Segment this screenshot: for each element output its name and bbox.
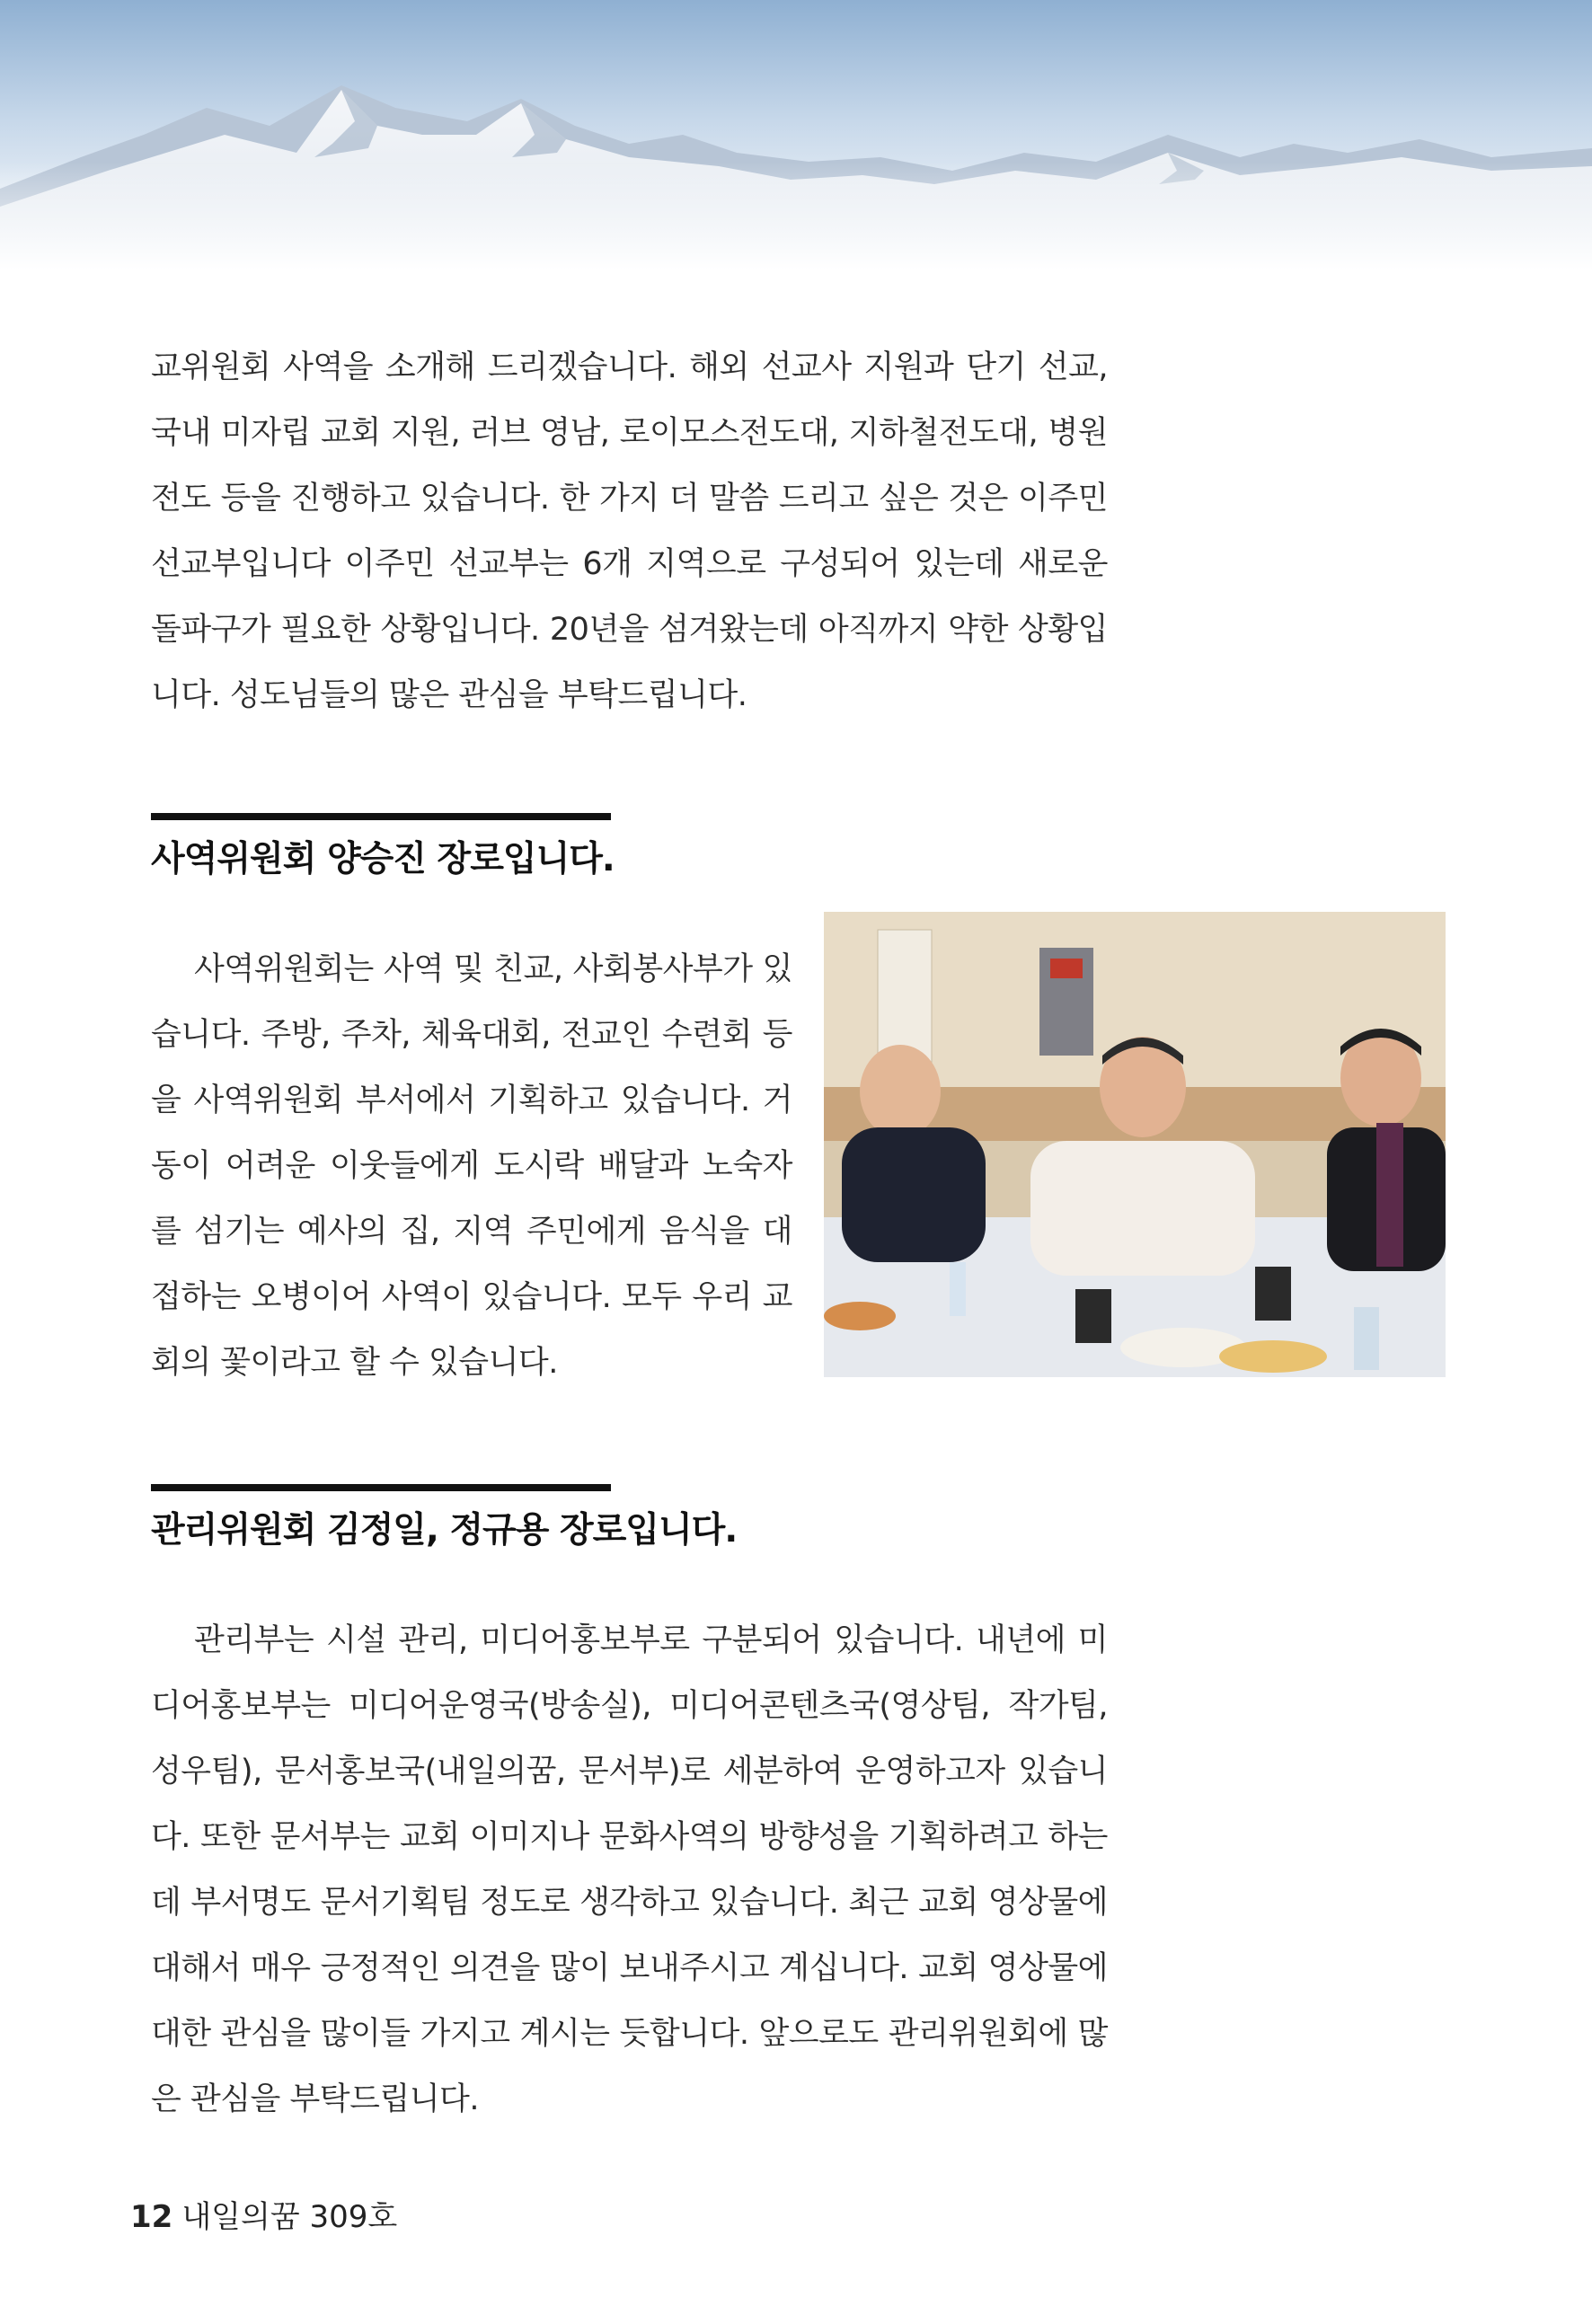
intro-paragraph: 교위원회 사역을 소개해 드리겠습니다. 해외 선교사 지원과 단기 선교, 국내 미자립 교회 지원, 러브 영남, 로이모스전도대, 지하철전도대, 병원 전도 등을 진행하고 있습니다. 한 가지 더 말씀 드리고 싶은 것은 이주민 선교부입니다 이주민 선교부는 6개 지역으로 구성되어 있는데 새로운 돌파구가 필요한 상황입니다. 20년을 섬겨왔는데 아직까지 약한 상황입니다. 성도님들의 많은 관심을 부탁드립니다. — [151, 349, 1108, 713]
meeting-photo — [824, 912, 1446, 1377]
mountain-banner-image — [0, 0, 1592, 270]
page-number: 12 — [130, 2199, 173, 2235]
section-divider — [151, 813, 611, 820]
section-body-management: 관리부는 시설 관리, 미디어홍보부로 구분되어 있습니다. 내년에 미디어홍보부는 미디어운영국(방송실), 미디어콘텐츠국(영상팀, 작가팀, 성우팀), 문서홍보국(내일의꿈, 문서부)로 세분하여 운영하고자 있습니다. 또한 문서부는 교회 이미지나 문화사역의 방향성을 기획하려고 하는데 부서명도 문서기획팀 정도로 생각하고 있습니다. 최근 교회 영상물에 대해서 매우 긍정적인 의견을 많이 보내주시고 계십니다. 교회 영상물에 대한 관심을 많이들 가지고 계시는 듯합니다. 앞으로도 관리위원회에 많은 관심을 부탁드립니다. — [151, 1622, 1108, 2117]
section-heading-management: 관리위원회 김정일, 정규용 장로입니다. — [151, 1510, 738, 1551]
section-heading-ministry: 사역위원회 양승진 장로입니다. — [151, 839, 615, 879]
section-body-ministry: 사역위원회는 사역 및 친교, 사회봉사부가 있습니다. 주방, 주차, 체육대회, 전교인 수련회 등을 사역위원회 부서에서 기획하고 있습니다. 거동이 어려운 이웃들에게 도시락 배달과 노숙자를 섬기는 예사의 집, 지역 주민에게 음식을 대접하는 오병이어 사역이 있습니다. 모두 우리 교회의 꽃이라고 할 수 있습니다. — [151, 951, 792, 1381]
section-divider — [151, 1484, 611, 1491]
publication-title: 내일의꿈 309호 — [181, 2199, 398, 2235]
page-footer — [130, 2192, 397, 2236]
